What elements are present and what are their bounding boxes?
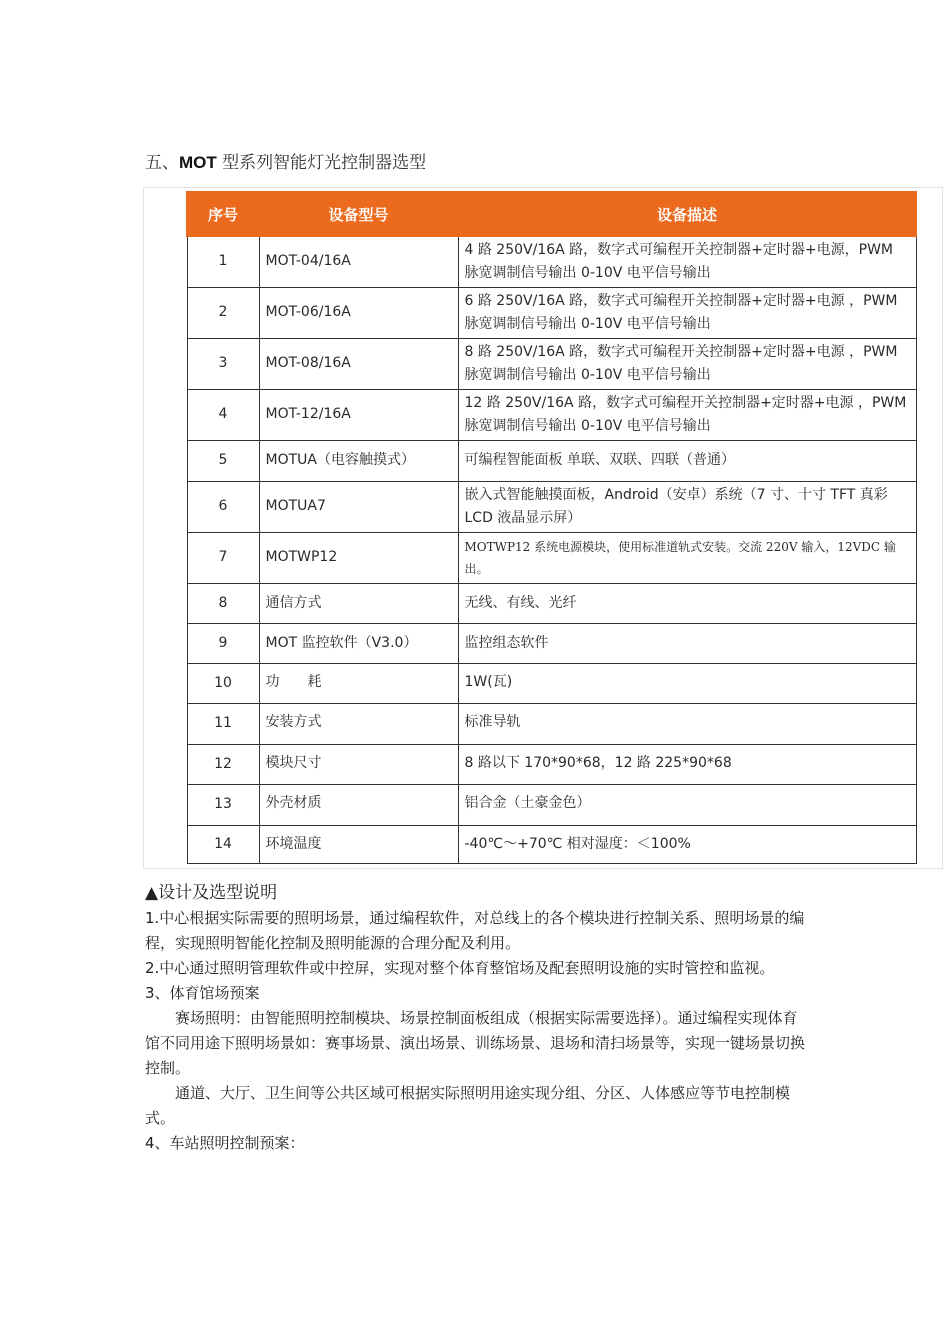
table-row [187,389,916,440]
cell-model: 通信方式 [259,583,458,623]
cell-no: 6 [187,481,259,532]
cell-desc: 嵌入式智能触摸面板，Android（安卓）系统（7 寸、十寸 TFT 真彩 LCD 液晶显示屏） [458,481,916,532]
cell-desc: 标准导轨 [458,703,916,744]
note-paragraph: 1.中心根据实际需要的照明场景，通过编程软件，对总线上的各个模块进行控制关系、照明场景的编程，实现照明智能化控制及照明能源的合理分配及利用。 [145,909,805,952]
note-paragraph: 4、车站照明控制预案： [145,1134,305,1152]
cell-model: MOT-08/16A [259,338,458,389]
table-row [187,287,916,338]
table-row [187,532,916,583]
cell-no: 7 [187,532,259,583]
header-model: 设备型号 [259,192,458,236]
header-no: 序号 [187,192,259,236]
cell-desc: 6 路 250V/16A 路，数字式可编程开关控制器+定时器+电源 ，PWM 脉宽调制信号输出 0-10V 电平信号输出 [458,287,916,338]
notes-title: ▲设计及选型说明 [145,883,278,903]
cell-desc: MOTWP12 系统电源模块，使用标准道轨式安装。交流 220V 输入，12VDC 输出。 [458,532,916,583]
cell-desc: 8 路 250V/16A 路，数字式可编程开关控制器+定时器+电源 ，PWM 脉宽调制信号输出 0-10V 电平信号输出 [458,338,916,389]
table-row [187,440,916,481]
table-row [187,825,916,863]
cell-model: 环境温度 [259,825,458,863]
table-row [187,583,916,623]
table-header-row [187,192,916,236]
cell-model: MOT 监控软件（V3.0） [259,623,458,663]
cell-model: MOTWP12 [259,532,458,583]
cell-no: 9 [187,623,259,663]
cell-model: MOTUA（电容触摸式） [259,440,458,481]
table-row [187,623,916,663]
cell-no: 8 [187,583,259,623]
cell-model: MOT-06/16A [259,287,458,338]
cell-desc: 4 路 250V/16A 路，数字式可编程开关控制器+定时器+电源，PWM 脉宽调制信号输出 0-10V 电平信号输出 [458,236,916,287]
table-row [187,338,916,389]
note-paragraph: 赛场照明：由智能照明控制模块、场景控制面板组成（根据实际需要选择）。通过编程实现体育馆不同用途下照明场景如：赛事场景、演出场景、训练场景、退场和清扫场景等，实现一键场景切换控制。 [145,1009,806,1077]
note-paragraph: 3、体育馆场预案 [145,984,260,1002]
cell-model: MOT-04/16A [259,236,458,287]
table-row [187,784,916,825]
cell-no: 2 [187,287,259,338]
table-row [187,703,916,744]
cell-desc: 1W(瓦) [458,663,916,703]
cell-desc: 12 路 250V/16A 路，数字式可编程开关控制器+定时器+电源 ，PWM 脉宽调制信号输出 0-10V 电平信号输出 [458,389,916,440]
table-row [187,481,916,532]
cell-desc: 铝合金（土豪金色） [458,784,916,825]
header-desc: 设备描述 [458,192,916,236]
cell-no: 1 [187,236,259,287]
note-paragraph: 2.中心通过照明管理软件或中控屏，实现对整个体育整馆场及配套照明设施的实时管控和监视。 [145,959,775,977]
cell-model: 外壳材质 [259,784,458,825]
table-row [187,236,916,287]
cell-no: 14 [187,825,259,863]
cell-model: 功 耗 [259,663,458,703]
cell-no: 11 [187,703,259,744]
cell-no: 10 [187,663,259,703]
heading-brand: MOT [179,153,217,172]
cell-no: 4 [187,389,259,440]
cell-no: 13 [187,784,259,825]
selection-table [186,191,917,864]
cell-desc: 监控组态软件 [458,623,916,663]
cell-desc: -40℃～+70℃ 相对湿度：＜100% [458,825,916,863]
table-row [187,744,916,784]
section-heading [145,148,426,173]
cell-no: 3 [187,338,259,389]
design-notes [145,881,809,1156]
note-paragraph: 通道、大厅、卫生间等公共区域可根据实际照明用途实现分组、分区、人体感应等节电控制模式。 [145,1084,791,1127]
cell-no: 5 [187,440,259,481]
cell-desc: 8 路以下 170*90*68，12 路 225*90*68 [458,744,916,784]
heading-suffix: 型系列智能灯光控制器选型 [216,153,427,173]
cell-desc: 可编程智能面板 单联、双联、四联（普通） [458,440,916,481]
cell-no: 12 [187,744,259,784]
heading-prefix: 五、 [145,153,179,173]
cell-model: 安装方式 [259,703,458,744]
cell-desc: 无线、有线、光纤 [458,583,916,623]
cell-model: MOT-12/16A [259,389,458,440]
cell-model: MOTUA7 [259,481,458,532]
cell-model: 模块尺寸 [259,744,458,784]
table-row [187,663,916,703]
